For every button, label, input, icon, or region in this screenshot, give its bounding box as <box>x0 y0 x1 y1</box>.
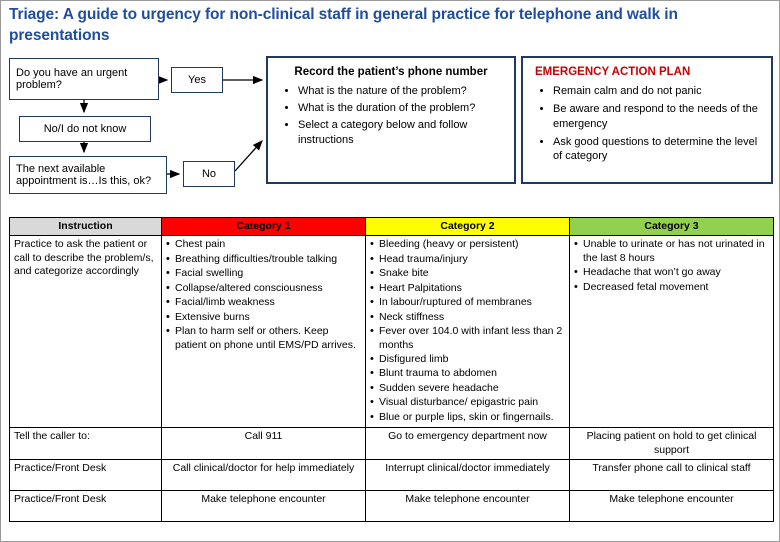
row-label-front-desk-1: Practice/Front Desk <box>10 460 162 491</box>
list-item: • Disfigured limb <box>370 353 565 366</box>
row-label-front-desk-2: Practice/Front Desk <box>10 491 162 522</box>
emergency-plan-heading: EMERGENCY ACTION PLAN <box>535 66 691 78</box>
list-item: • Collapse/altered consciousness <box>166 282 361 295</box>
list-item: • Sudden severe headache <box>370 382 565 395</box>
question-urgent-problem-label: Do you have an urgent problem? <box>16 67 128 91</box>
list-item: • Visual disturbance/ epigastric pain <box>370 396 565 409</box>
answer-no <box>183 161 235 187</box>
list-item: • Decreased fetal movement <box>574 281 769 294</box>
list-item: • In labour/ruptured of membranes <box>370 296 565 309</box>
list-item: • Blunt trauma to abdomen <box>370 367 565 380</box>
front-desk-1-category-2: Interrupt clinical/doctor immediately <box>366 460 570 491</box>
table-row <box>10 460 774 491</box>
record-box-list <box>276 84 506 147</box>
list-item: • Unable to urinate or has not urinated in the last 8 hours <box>574 238 769 265</box>
tell-caller-category-2: Go to emergency department now <box>366 428 570 460</box>
list-item: • Facial/limb weakness <box>166 296 361 309</box>
row-label-tell-caller: Tell the caller to: <box>10 428 162 460</box>
table-row <box>10 236 774 428</box>
category-2-list <box>370 238 565 424</box>
question-next-appointment-label: The next available appointment is…Is this, ok? <box>16 163 152 187</box>
answer-yes-label: Yes <box>188 74 206 86</box>
front-desk-2-category-3: Make telephone encounter <box>570 491 774 522</box>
list-item: • Plan to harm self or others. Keep patient on phone until EMS/PD arrives. <box>166 325 361 352</box>
column-header-category-3: Category 3 <box>570 218 774 236</box>
emergency-plan-list <box>531 84 763 164</box>
list-item: • Chest pain <box>166 238 361 251</box>
list-item: • What is the duration of the problem? <box>298 101 506 116</box>
table-row <box>10 491 774 522</box>
list-item: • Snake bite <box>370 267 565 280</box>
answer-yes <box>171 67 223 93</box>
list-item: • Neck stiffness <box>370 311 565 324</box>
list-item: • Fever over 104.0 with infant less than 2 months <box>370 325 565 352</box>
list-item: • Be aware and respond to the needs of the emergency <box>553 102 763 132</box>
front-desk-1-category-3: Transfer phone call to clinical staff <box>570 460 774 491</box>
instruction-cell: Practice to ask the patient or call to describe the problem/s, and categorize accordingly <box>10 236 162 428</box>
list-item: • Extensive burns <box>166 311 361 324</box>
answer-no-or-dont-know-label: No/I do not know <box>43 123 127 135</box>
table-header-row <box>10 218 774 236</box>
question-urgent-problem <box>9 58 159 100</box>
tell-caller-category-3: Placing patient on hold to get clinical support <box>570 428 774 460</box>
answer-no-label: No <box>201 168 217 180</box>
category-1-cell <box>162 236 366 428</box>
column-header-category-2: Category 2 <box>366 218 570 236</box>
emergency-action-plan-box <box>521 56 773 184</box>
category-1-list <box>166 238 361 352</box>
list-item: • Heart Palpitations <box>370 282 565 295</box>
record-phone-number-box <box>266 56 516 184</box>
column-header-category-1: Category 1 <box>162 218 366 236</box>
front-desk-2-category-1: Make telephone encounter <box>162 491 366 522</box>
list-item: • Head trauma/injury <box>370 253 565 266</box>
category-3-cell <box>570 236 774 428</box>
front-desk-1-category-1: Call clinical/doctor for help immediately <box>162 460 366 491</box>
list-item: • Headache that won’t go away <box>574 266 769 279</box>
list-item: • Breathing difficulties/trouble talking <box>166 253 361 266</box>
list-item: • Blue or purple lips, skin or fingernails. <box>370 411 565 424</box>
triage-table <box>9 217 774 522</box>
page-title: Triage: A guide to urgency for non-clinical staff in general practice for telephone and walk in presentations <box>9 6 678 44</box>
category-2-cell <box>366 236 570 428</box>
list-item: • Bleeding (heavy or persistent) <box>370 238 565 251</box>
table-row <box>10 428 774 460</box>
question-next-appointment <box>9 156 167 194</box>
column-header-instruction: Instruction <box>10 218 162 236</box>
list-item: • Remain calm and do not panic <box>553 84 763 99</box>
category-3-list <box>574 238 769 294</box>
list-item: • Facial swelling <box>166 267 361 280</box>
list-item: • What is the nature of the problem? <box>298 84 506 99</box>
list-item: • Ask good questions to determine the level of category <box>553 135 763 165</box>
front-desk-2-category-2: Make telephone encounter <box>366 491 570 522</box>
answer-no-or-dont-know <box>19 116 151 142</box>
list-item: • Select a category below and follow instructions <box>298 118 506 148</box>
record-box-heading: Record the patient’s phone number <box>294 66 488 78</box>
tell-caller-category-1: Call 911 <box>162 428 366 460</box>
